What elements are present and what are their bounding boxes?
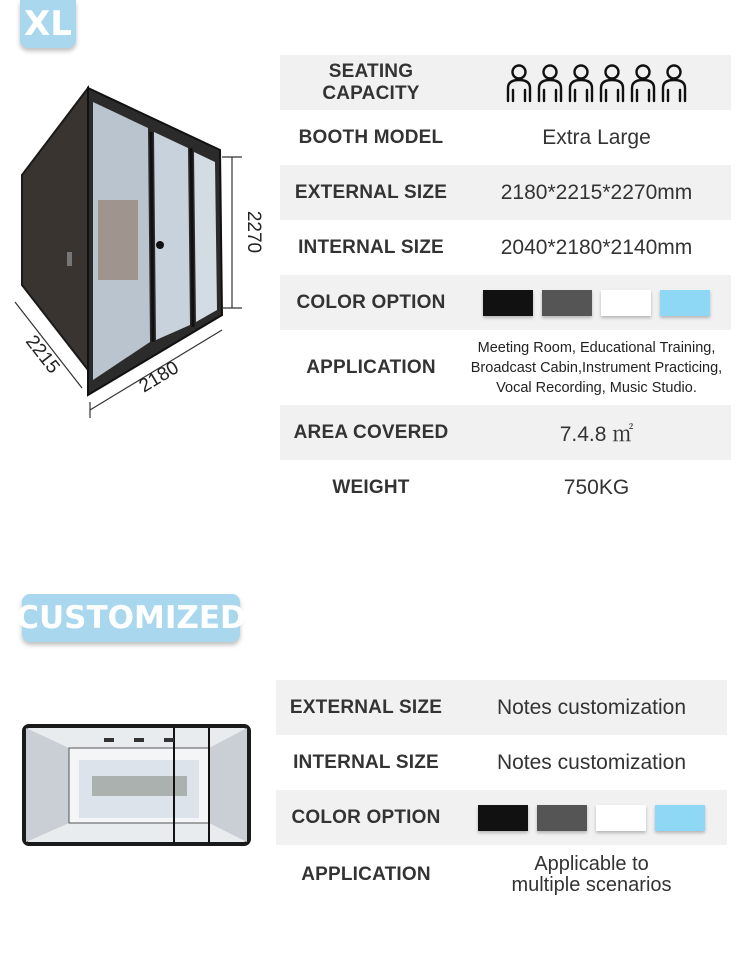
- application-line: Applicable to: [534, 853, 649, 875]
- customized-spec-table: [276, 680, 727, 905]
- spec-row-area-covered: [280, 405, 731, 460]
- color-swatch-white[interactable]: [601, 290, 651, 316]
- booth-door-frame: [191, 148, 193, 327]
- booth-left-wall: [26, 728, 69, 842]
- spec-row-booth-model: [280, 110, 731, 165]
- person-icon: [536, 63, 564, 103]
- spec-label: BOOTH MODEL: [298, 126, 444, 148]
- height-dim-label: 2270: [243, 210, 264, 254]
- depth-dim-label: 2215: [21, 331, 64, 378]
- spec-value: Notes customization: [496, 750, 687, 774]
- xl-badge: XL: [20, 0, 76, 48]
- spec-label: SEATING CAPACITY: [280, 55, 462, 110]
- spec-row-internal-size: [280, 220, 731, 275]
- application-line: Meeting Room, Educational Training,: [477, 339, 716, 356]
- color-swatches: [456, 790, 727, 845]
- xl-spec-table: [280, 55, 731, 515]
- spec-label: WEIGHT: [332, 476, 410, 498]
- booth-glass-door: [154, 132, 190, 340]
- spec-label: COLOR OPTION: [276, 790, 456, 845]
- spec-row-seating: [280, 55, 731, 110]
- spec-value: 2180*2215*2270mm: [462, 165, 731, 220]
- spec-row-color-option: [276, 790, 727, 845]
- color-swatch-gray[interactable]: [537, 805, 587, 831]
- seating-icons: [462, 55, 731, 110]
- spec-value: [456, 845, 727, 905]
- spec-label: AREA COVERED: [280, 405, 462, 460]
- booth-vent: [67, 252, 72, 266]
- booth-glass-right: [194, 152, 217, 322]
- booth-right-wall: [209, 728, 247, 842]
- spec-value: Notes customization: [456, 680, 727, 735]
- spec-row-external-size: [280, 165, 731, 220]
- spec-row-external-size: [276, 680, 727, 735]
- xl-booth-image: [10, 80, 270, 420]
- spec-row-application: [276, 845, 727, 905]
- door-handle-icon: [156, 241, 164, 249]
- spec-value: 750KG: [563, 475, 630, 499]
- color-swatch-white[interactable]: [596, 805, 646, 831]
- booth-interior: [98, 200, 138, 280]
- spec-row-weight: [280, 460, 731, 515]
- customized-badge: CUSTOMIZED: [22, 594, 240, 642]
- color-swatch-black[interactable]: [478, 805, 528, 831]
- color-swatches: [462, 275, 731, 330]
- spec-value: 2040*2180*2140mm: [500, 235, 693, 259]
- spec-label: APPLICATION: [306, 356, 436, 378]
- booth-side-panel: [22, 88, 88, 370]
- spec-row-internal-size: [276, 735, 727, 790]
- color-swatch-black[interactable]: [483, 290, 533, 316]
- person-icon: [567, 63, 595, 103]
- spec-value: 7.4.8 ㎡: [462, 405, 731, 460]
- booth-door-frame: [151, 132, 153, 342]
- spec-value: Extra Large: [542, 125, 651, 149]
- spec-label: EXTERNAL SIZE: [280, 165, 462, 220]
- spec-row-color-option: [280, 275, 731, 330]
- spec-value: [462, 330, 731, 405]
- color-swatch-blue[interactable]: [660, 290, 710, 316]
- color-swatch-gray[interactable]: [542, 290, 592, 316]
- spec-row-application: [280, 330, 731, 405]
- booth-window-scene: [92, 776, 187, 796]
- person-icon: [505, 63, 533, 103]
- customized-booth-image: [14, 718, 259, 853]
- color-swatch-blue[interactable]: [655, 805, 705, 831]
- application-line: Broadcast Cabin,Instrument Practicing,: [470, 359, 723, 376]
- width-dim-label: 2180: [135, 357, 183, 398]
- spec-label: APPLICATION: [301, 864, 431, 885]
- person-icon: [598, 63, 626, 103]
- spec-label: COLOR OPTION: [280, 275, 462, 330]
- person-icon: [629, 63, 657, 103]
- application-line: multiple scenarios: [511, 874, 672, 896]
- spec-label: INTERNAL SIZE: [298, 236, 444, 258]
- application-line: Vocal Recording, Music Studio.: [496, 379, 697, 396]
- spec-label: INTERNAL SIZE: [293, 751, 439, 773]
- person-icon: [660, 63, 688, 103]
- spec-label: EXTERNAL SIZE: [276, 680, 456, 735]
